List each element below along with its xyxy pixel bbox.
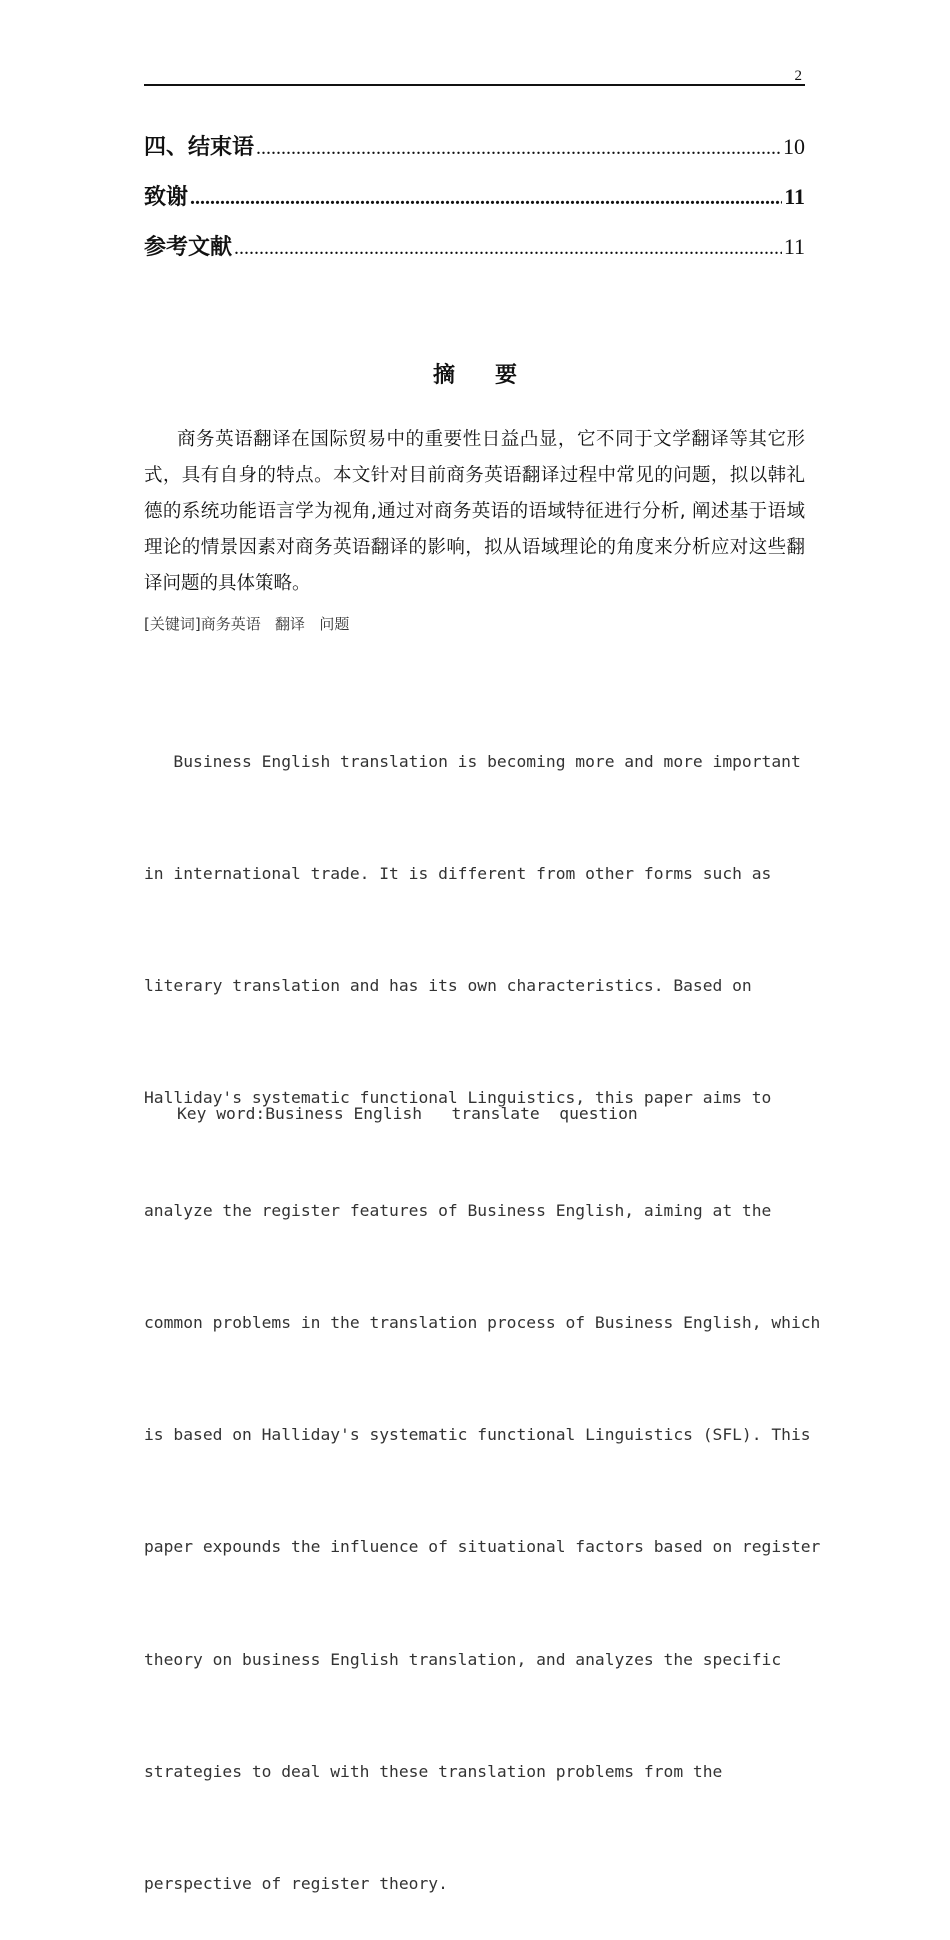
toc-entry-title: 四、结束语 [144,135,255,160]
toc-dot-leader [234,237,782,260]
toc-entry-references[interactable] [144,230,805,280]
toc-entry-page: 10 [783,134,805,159]
abstract-english-line: is based on Halliday's systematic functional Linguistics (SFL). This [144,1425,811,1445]
abstract-english-line: Business English translation is becoming more and more important [144,751,801,771]
toc-entry-title: 参考文献 [144,235,233,260]
keywords-english: Key word:Business English translate question [177,1104,638,1123]
abstract-body-english [144,668,821,1940]
toc-entry-title: 致谢 [144,185,189,210]
abstract-english-line: in international trade. It is different from other forms such as [144,864,772,884]
page-number: 2 [794,68,802,84]
abstract-body-chinese: 商务英语翻译在国际贸易中的重要性日益凸显，它不同于文学翻译等其它形式，具有自身的特点。本文针对目前商务英语翻译过程中常见的问题，拟以韩礼德的系统功能语言学为视角,通过对商务英语的语域特征进行分析, 阐述基于语域理论的情景因素对商务英语翻译的影响，拟从语域理论的角度来分析应对这些翻译问题的具体策略。 [144,429,805,594]
abstract-english-line: Halliday's systematic functional Linguistics, this paper aims to [144,1088,772,1108]
abstract-english-line: literary translation and has its own characteristics. Based on [144,976,752,996]
abstract-english-line: analyze the register features of Business English, aiming at the [144,1200,772,1220]
keywords-chinese: [关键词]商务英语 翻译 问题 [144,615,350,633]
header-rule [144,84,805,86]
abstract-heading: 摘要 [432,363,557,388]
table-of-contents [144,130,805,280]
abstract-english-line: strategies to deal with these translation problems from the [144,1761,723,1781]
toc-entry-page: 11 [783,234,805,259]
toc-entry-conclusion[interactable] [144,130,805,180]
abstract-english-line: common problems in the translation process of Business English, which [144,1312,821,1332]
toc-entry-acknowledgements[interactable] [144,180,805,230]
abstract-english-line: paper expounds the influence of situational factors based on register [144,1537,821,1557]
toc-dot-leader [256,137,781,160]
toc-dot-leader [190,187,782,210]
abstract-english-line: perspective of register theory. [144,1874,448,1893]
abstract-english-line: theory on business English translation, and analyzes the specific [144,1649,782,1669]
toc-entry-page: 11 [784,184,805,209]
